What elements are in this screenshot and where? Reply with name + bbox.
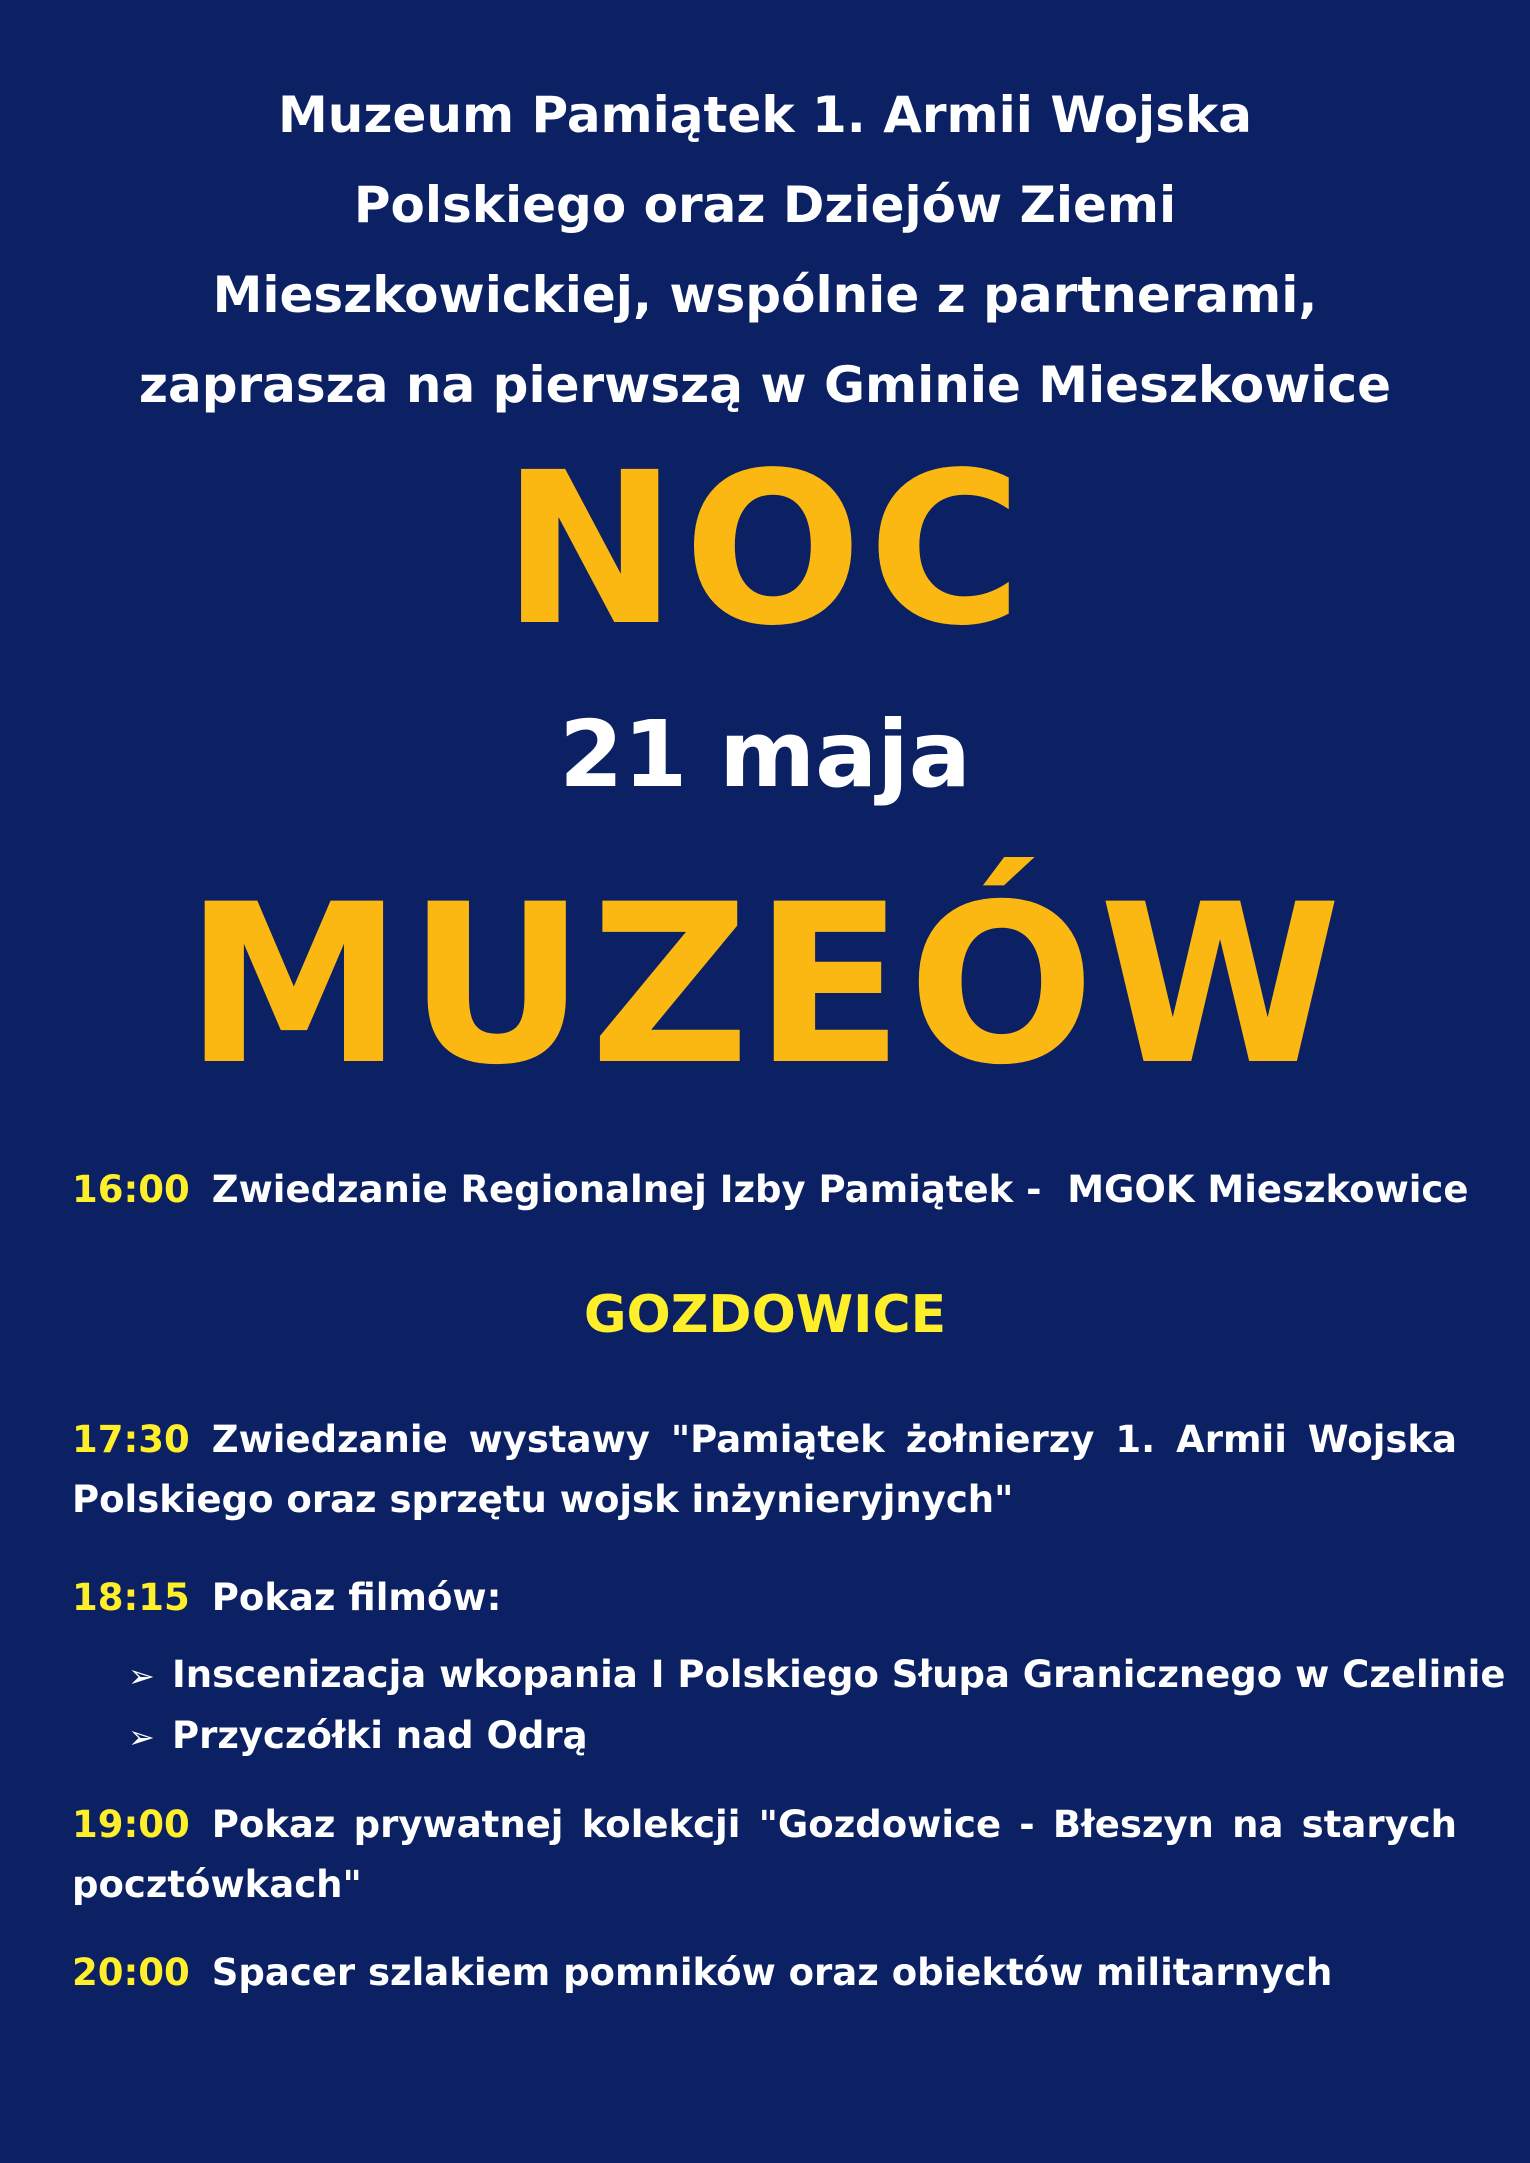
schedule-time: 19:00 bbox=[72, 1803, 190, 1846]
event-date: 21 maja bbox=[559, 701, 971, 808]
intro-line: Polskiego oraz Dziejów Ziemi bbox=[353, 176, 1177, 234]
schedule-text: Pokaz prywatnej kolekcji "Gozdowice - Błeszyn na starych pocztówkach" bbox=[72, 1803, 1457, 1906]
schedule-item-1815 bbox=[72, 1568, 1457, 1628]
film-list bbox=[128, 1645, 1505, 1767]
intro-text bbox=[0, 70, 1530, 430]
intro-line: Mieszkowickiej, wspólnie z partnerami, bbox=[212, 266, 1318, 324]
schedule-item-1600 bbox=[72, 1160, 1469, 1220]
title-noc: NOC bbox=[501, 427, 1029, 672]
title-muzeow: MUZEÓW bbox=[184, 857, 1346, 1113]
list-item-text: Przyczółki nad Odrą bbox=[172, 1714, 588, 1757]
arrow-bullet-icon: ➢ bbox=[128, 1657, 155, 1695]
section-heading-gozdowice: GOZDOWICE bbox=[583, 1285, 947, 1345]
schedule-item-1730 bbox=[72, 1410, 1457, 1530]
schedule-text: Pokaz filmów: bbox=[211, 1576, 502, 1619]
schedule-text: Zwiedzanie Regionalnej Izby Pamiątek - MGOK Mieszkowice bbox=[211, 1168, 1469, 1211]
intro-line: Muzeum Pamiątek 1. Armii Wojska bbox=[278, 86, 1252, 144]
schedule-item-1900 bbox=[72, 1795, 1457, 1915]
intro-line: zaprasza na pierwszą w Gminie Mieszkowice bbox=[138, 356, 1392, 414]
schedule-time: 17:30 bbox=[72, 1418, 190, 1461]
list-item-text: Inscenizacja wkopania I Polskiego Słupa Granicznego w Czelinie bbox=[172, 1653, 1506, 1696]
schedule-text: Spacer szlakiem pomników oraz obiektów militarnych bbox=[211, 1951, 1333, 1994]
schedule-time: 18:15 bbox=[72, 1576, 190, 1619]
schedule-text: Zwiedzanie wystawy "Pamiątek żołnierzy 1. Armii Wojska Polskiego oraz sprzętu wojsk inżynieryjnych" bbox=[72, 1418, 1457, 1521]
schedule-time: 16:00 bbox=[72, 1168, 190, 1211]
schedule-time: 20:00 bbox=[72, 1951, 190, 1994]
list-item bbox=[128, 1645, 1505, 1706]
list-item bbox=[128, 1706, 1505, 1767]
arrow-bullet-icon: ➢ bbox=[128, 1718, 155, 1756]
schedule-item-2000 bbox=[72, 1943, 1457, 2003]
